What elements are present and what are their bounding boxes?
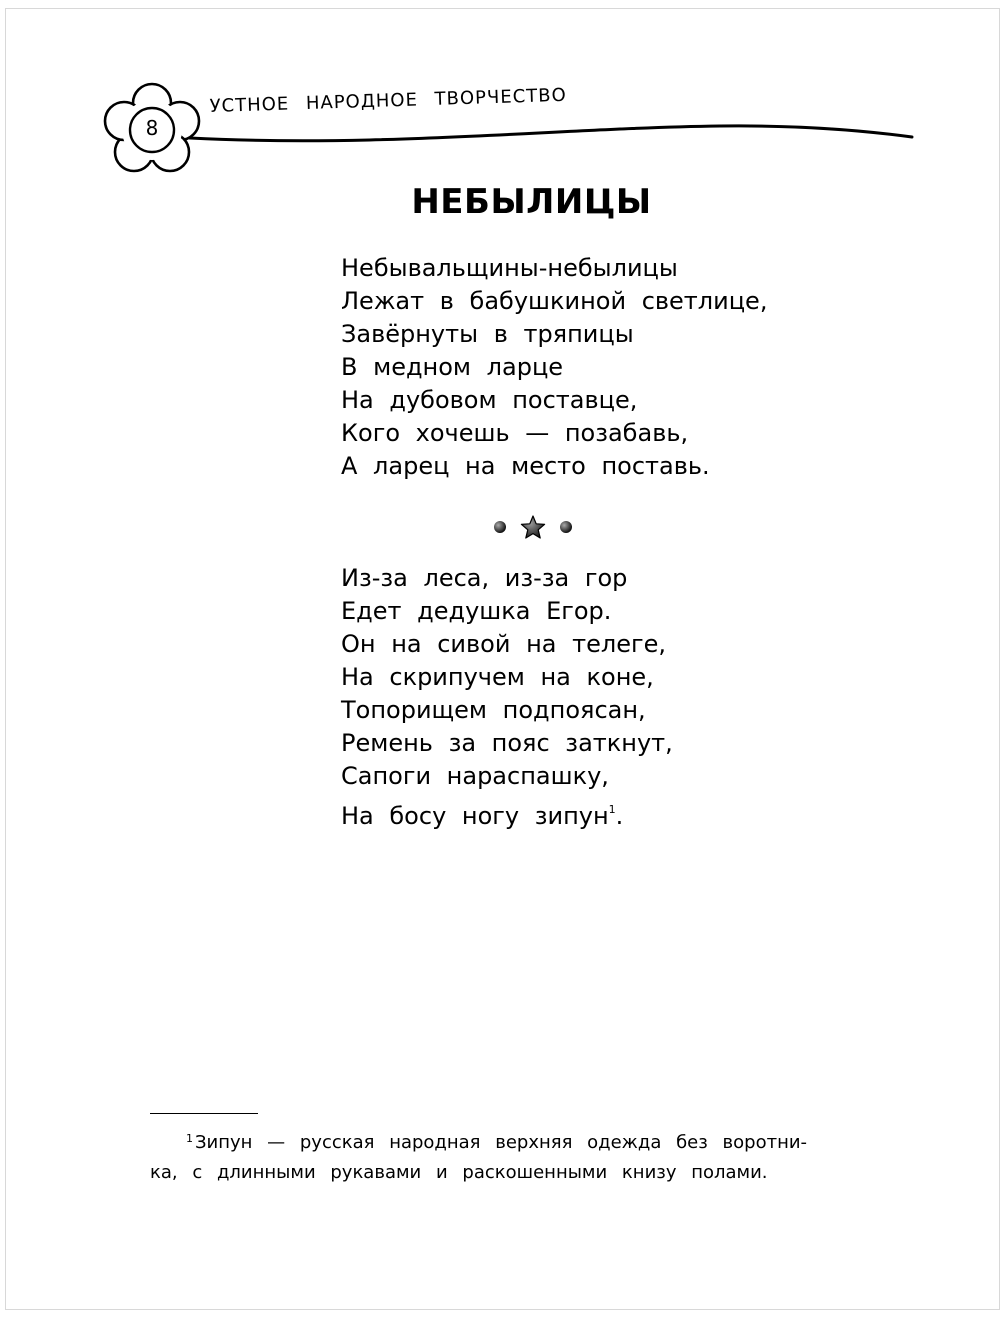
verse-line: На дубовом поставце, bbox=[341, 386, 638, 414]
verse-line: А ларец на место поставь. bbox=[341, 452, 710, 480]
verse-line: На скрипучем на коне, bbox=[341, 663, 654, 691]
stanza-2 bbox=[341, 562, 673, 830]
header-wave-line bbox=[190, 126, 912, 141]
verse-line: Сапоги нараспашку, bbox=[341, 762, 609, 790]
footnote bbox=[150, 1124, 910, 1188]
footnote-separator bbox=[150, 1113, 258, 1114]
verse-line-last bbox=[341, 793, 673, 830]
verse-line: Ремень за пояс заткнут, bbox=[341, 729, 673, 757]
footnote-line-1 bbox=[150, 1124, 910, 1158]
verse-line: Кого хочешь — позабавь, bbox=[341, 419, 689, 447]
star-icon bbox=[521, 516, 544, 538]
footnote-reference[interactable]: 1 bbox=[608, 803, 616, 816]
verse-line: Из-за леса, из-за гор bbox=[341, 564, 628, 592]
footnote-text-1: Зипун — русская народная верхняя одежда без воротни- bbox=[195, 1132, 808, 1153]
footnote-number: 1 bbox=[186, 1132, 193, 1145]
verse-line: Топорищем подпоясан, bbox=[341, 696, 646, 724]
dot-icon bbox=[560, 521, 572, 533]
verse-line: Едет дедушка Егор. bbox=[341, 597, 612, 625]
verse-line: Небывальщины-небылицы bbox=[341, 254, 678, 282]
footnote-line-2: ка, с длинными рукавами и раскошенными книзу полами. bbox=[150, 1162, 768, 1183]
page-number: 8 bbox=[145, 116, 159, 140]
stanza-divider bbox=[490, 512, 580, 542]
poem-title: НЕБЫЛИЦЫ bbox=[411, 182, 652, 222]
verse-line: В медном ларце bbox=[341, 353, 564, 381]
verse-line-punctuation: . bbox=[615, 802, 624, 830]
verse-line: Он на сивой на телеге, bbox=[341, 630, 666, 658]
verse-line: Завёрнуты в тряпицы bbox=[341, 320, 634, 348]
section-title: УСТНОЕ НАРОДНОЕ ТВОРЧЕСТВО bbox=[209, 84, 568, 117]
dot-icon bbox=[494, 521, 506, 533]
stanza-1 bbox=[341, 252, 767, 483]
verse-line: Лежат в бабушкиной светлице, bbox=[341, 287, 768, 315]
verse-line-text: На босу ногу зипун bbox=[341, 802, 609, 830]
